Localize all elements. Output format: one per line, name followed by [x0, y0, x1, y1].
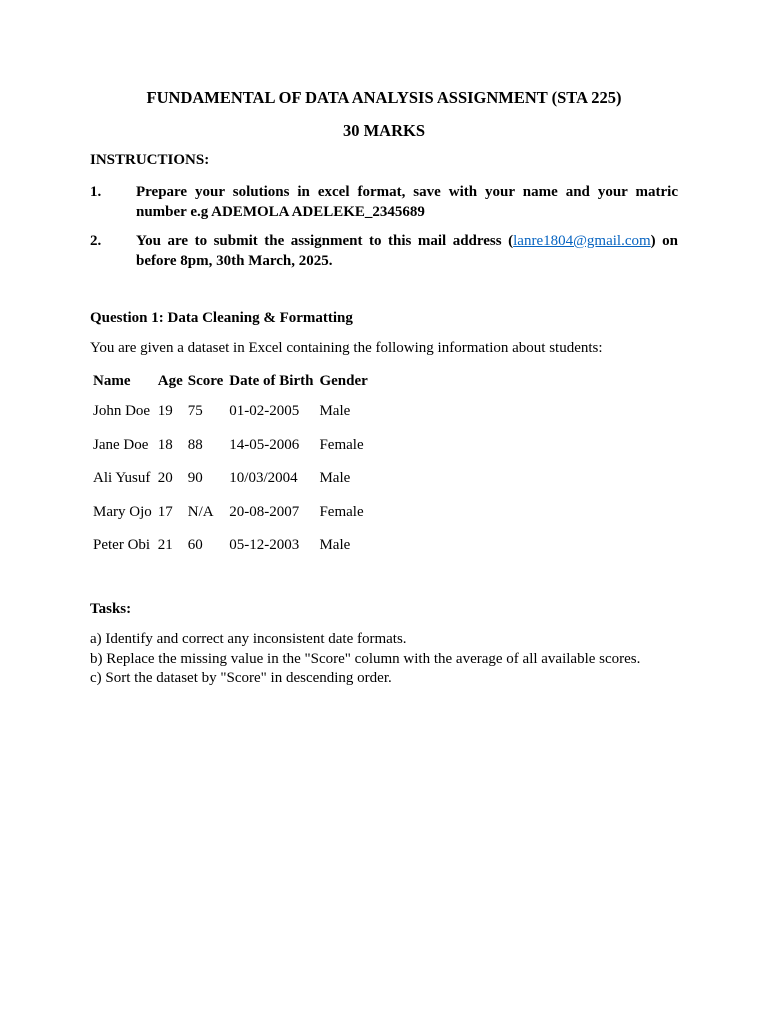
table-row [90, 429, 371, 463]
cell-score: N/A [187, 503, 214, 520]
table-row [90, 529, 371, 563]
task-list [90, 630, 640, 689]
instruction-item-1 [90, 182, 678, 222]
total-marks: 30 MARKS [342, 121, 426, 140]
cell-name: Jane Doe [93, 436, 149, 453]
cell-date-of-birth: 14-05-2006 [229, 436, 300, 453]
cell-name: Ali Yusuf [93, 470, 151, 487]
instruction-text [136, 231, 678, 271]
column-header-score: Score [187, 372, 224, 389]
cell-date-of-birth: 05-12-2003 [229, 537, 300, 554]
cell-name: Mary Ojo [93, 503, 152, 520]
instruction-item-2 [90, 231, 678, 271]
cell-score: 60 [187, 537, 203, 554]
cell-score: 90 [187, 470, 203, 487]
cell-gender: Male [319, 470, 351, 487]
column-header-age: Age [157, 372, 183, 389]
column-header-name: Name [93, 372, 131, 389]
document-title: FUNDAMENTAL OF DATA ANALYSIS ASSIGNMENT (STA 225) [146, 88, 622, 107]
instruction-text-before: You are to submit the assignment to this mail address ( [136, 233, 514, 249]
cell-gender: Female [319, 503, 364, 520]
cell-age: 17 [157, 503, 173, 520]
cell-score: 88 [187, 436, 203, 453]
instructions-heading: INSTRUCTIONS: [90, 152, 210, 168]
cell-age: 21 [157, 537, 173, 554]
cell-name: John Doe [93, 403, 151, 420]
table-header-row [90, 367, 371, 395]
cell-date-of-birth: 01-02-2005 [229, 403, 300, 420]
cell-score: 75 [187, 403, 203, 420]
cell-name: Peter Obi [93, 537, 151, 554]
cell-gender: Female [319, 436, 364, 453]
column-header-date-of-birth: Date of Birth [229, 372, 314, 389]
student-data-table [90, 367, 371, 563]
cell-age: 18 [157, 436, 173, 453]
column-header-gender: Gender [319, 372, 368, 389]
list-item: a) Identify and correct any inconsistent date formats. [90, 631, 407, 647]
table-row [90, 395, 371, 429]
cell-date-of-birth: 20-08-2007 [229, 503, 300, 520]
tasks-heading: Tasks: [90, 601, 132, 617]
instruction-text: Prepare your solutions in excel format, save with your name and your matric number e.g ADEMOLA ADELEKE_2345689 [136, 184, 678, 220]
cell-age: 20 [157, 470, 173, 487]
instruction-text-after: ) on before 8pm, 30th March, 2025. [136, 233, 679, 269]
cell-gender: Male [319, 403, 351, 420]
question-1-heading: Question 1: Data Cleaning & Formatting [90, 310, 353, 326]
list-item: b) Replace the missing value in the "Score" column with the average of all available scores. [90, 650, 641, 667]
email-link[interactable]: lanre1804@gmail.com [513, 233, 651, 249]
cell-age: 19 [157, 403, 173, 420]
instruction-number: 2. [90, 233, 102, 249]
table-row [90, 462, 371, 496]
question-1-intro: You are given a dataset in Excel containing the following information about students: [90, 340, 603, 356]
cell-gender: Male [319, 537, 351, 554]
cell-date-of-birth: 10/03/2004 [229, 470, 298, 487]
instruction-number: 1. [90, 184, 102, 200]
table-row [90, 496, 371, 530]
list-item: c) Sort the dataset by "Score" in descending order. [90, 670, 392, 686]
